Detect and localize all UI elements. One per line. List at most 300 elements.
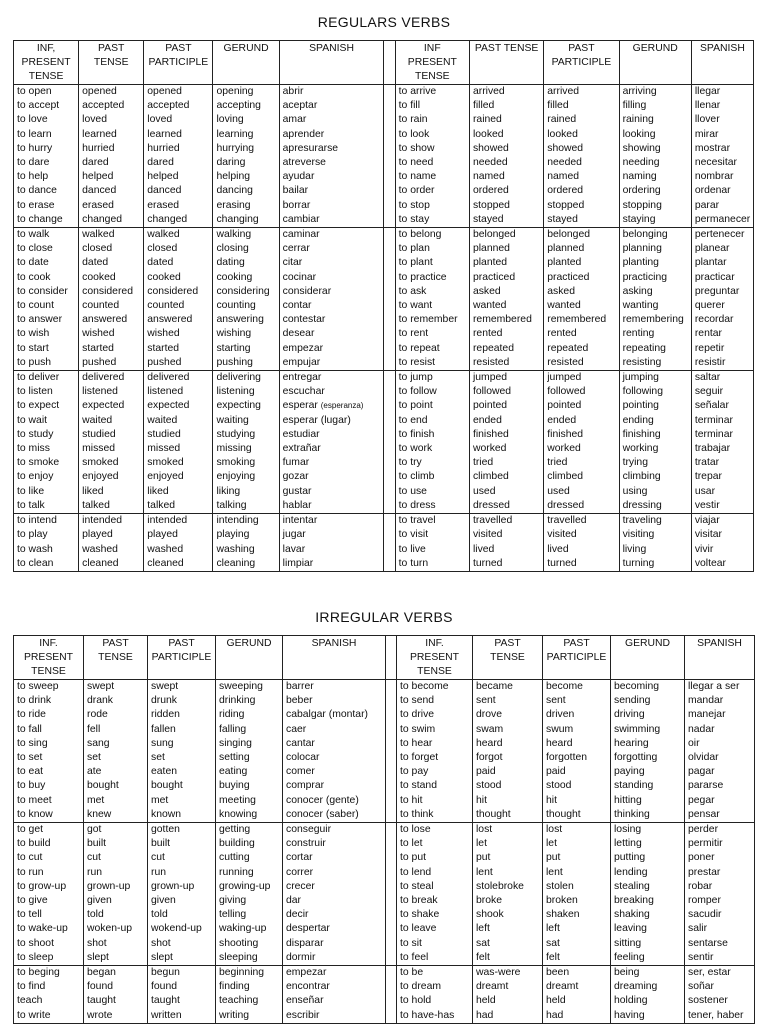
right-past-tense-cell: stolebroke <box>473 880 543 894</box>
right-past-tense-cell: drove <box>473 708 543 722</box>
left-spanish-cell: atreverse <box>279 156 384 170</box>
right-gerund-cell: ordering <box>619 184 691 198</box>
left-past-participle-cell: smoked <box>144 456 213 470</box>
right-gerund-cell: traveling <box>619 514 691 529</box>
left-gerund-cell: singing <box>216 737 283 751</box>
right-past-tense-cell: worked <box>469 442 543 456</box>
left-gerund-cell: teaching <box>216 994 283 1008</box>
right-past-tense-cell: remembered <box>469 313 543 327</box>
right-gerund-cell: stealing <box>611 880 685 894</box>
left-infinitive-cell: to sleep <box>14 951 84 966</box>
left-past-participle-cell: cut <box>148 851 216 865</box>
left-infinitive-cell: to learn <box>14 128 79 142</box>
left-infinitive-cell: to wait <box>14 414 79 428</box>
left-gerund-cell: cleaning <box>213 557 279 572</box>
right-spanish-cell: pagar <box>685 765 755 779</box>
right-spanish-cell: permitir <box>685 837 755 851</box>
left-gerund-cell: counting <box>213 299 279 313</box>
left-infinitive-cell: to sweep <box>14 680 84 695</box>
right-spanish-cell: necesitar <box>691 156 753 170</box>
left-infinitive-cell: to hurry <box>14 142 79 156</box>
left-gerund-cell: giving <box>216 894 283 908</box>
right-past-participle-cell: asked <box>544 285 619 299</box>
left-gerund-cell: listening <box>213 385 279 399</box>
verb-row <box>14 528 754 542</box>
left-past-participle-cell: counted <box>144 299 213 313</box>
left-past-tense-cell: taught <box>84 994 148 1008</box>
right-past-participle-cell: had <box>543 1009 611 1024</box>
verb-row <box>14 823 755 838</box>
column-gap <box>384 128 395 142</box>
right-infinitive-cell: to hold <box>397 994 473 1008</box>
column-gap <box>384 184 395 198</box>
verb-row <box>14 543 754 557</box>
left-past-participle-cell: answered <box>144 313 213 327</box>
right-past-tense-cell: lived <box>469 543 543 557</box>
left-past-participle-cell: erased <box>144 199 213 213</box>
right-past-participle-cell: showed <box>544 142 619 156</box>
right-past-participle-cell: held <box>543 994 611 1008</box>
right-spanish-cell: practicar <box>691 271 753 285</box>
header-right-past-tense: PAST TENSE <box>469 41 543 85</box>
left-past-tense-cell: counted <box>79 299 144 313</box>
left-infinitive-cell: to get <box>14 823 84 838</box>
right-gerund-cell: planting <box>619 256 691 270</box>
right-gerund-cell: renting <box>619 327 691 341</box>
left-gerund-cell: starting <box>213 342 279 356</box>
right-past-participle-cell: worked <box>544 442 619 456</box>
right-past-tense-cell: sent <box>473 694 543 708</box>
left-infinitive-cell: to accept <box>14 99 79 113</box>
right-past-participle-cell: followed <box>544 385 619 399</box>
left-gerund-cell: getting <box>216 823 283 838</box>
right-gerund-cell: visiting <box>619 528 691 542</box>
right-spanish-cell: resistir <box>691 356 753 371</box>
left-past-participle-cell: bought <box>148 779 216 793</box>
right-infinitive-cell: to arrive <box>395 85 469 100</box>
left-infinitive-cell: to play <box>14 528 79 542</box>
right-spanish-cell: sostener <box>685 994 755 1008</box>
right-gerund-cell: practicing <box>619 271 691 285</box>
right-infinitive-cell: to sit <box>397 937 473 951</box>
verb-row <box>14 922 755 936</box>
right-infinitive-cell: to plan <box>395 242 469 256</box>
right-past-participle-cell: stolen <box>543 880 611 894</box>
column-gap <box>386 880 397 894</box>
header-left-infinitive: INF. PRESENT TENSE <box>14 636 84 680</box>
column-gap <box>386 894 397 908</box>
left-past-participle-cell: delivered <box>144 371 213 386</box>
left-spanish-cell: limpiar <box>279 557 384 572</box>
right-past-participle-cell: stood <box>543 779 611 793</box>
right-spanish-cell: planear <box>691 242 753 256</box>
left-gerund-cell: finding <box>216 980 283 994</box>
verb-row <box>14 228 754 243</box>
right-infinitive-cell: to ask <box>395 285 469 299</box>
right-infinitive-cell: to become <box>397 680 473 695</box>
right-gerund-cell: standing <box>611 779 685 793</box>
left-spanish-cell: esperar (esperanza) <box>279 399 384 413</box>
left-infinitive-cell: to ride <box>14 708 84 722</box>
right-spanish-cell: romper <box>685 894 755 908</box>
left-infinitive-cell: to tell <box>14 908 84 922</box>
left-past-tense-cell: delivered <box>79 371 144 386</box>
left-past-tense-cell: rode <box>84 708 148 722</box>
left-past-participle-cell: ridden <box>148 708 216 722</box>
verb-row <box>14 514 754 529</box>
left-past-tense-cell: built <box>84 837 148 851</box>
left-past-participle-cell: wokend-up <box>148 922 216 936</box>
verb-row <box>14 1009 755 1024</box>
right-past-participle-cell: remembered <box>544 313 619 327</box>
left-spanish-cell: escribir <box>283 1009 386 1024</box>
left-past-participle-cell: considered <box>144 285 213 299</box>
right-infinitive-cell: to belong <box>395 228 469 243</box>
right-past-tense-cell: held <box>473 994 543 1008</box>
right-past-participle-cell: thought <box>543 808 611 823</box>
right-spanish-cell: plantar <box>691 256 753 270</box>
left-gerund-cell: studying <box>213 428 279 442</box>
left-spanish-cell: apresurarse <box>279 142 384 156</box>
right-infinitive-cell: to live <box>395 543 469 557</box>
verb-row <box>14 994 755 1008</box>
column-gap <box>384 313 395 327</box>
left-past-participle-cell: slept <box>148 951 216 966</box>
left-infinitive-cell: to cook <box>14 271 79 285</box>
right-spanish-cell: llegar <box>691 85 753 100</box>
right-past-tense-cell: stayed <box>469 213 543 228</box>
left-gerund-cell: liking <box>213 485 279 499</box>
left-gerund-cell: learning <box>213 128 279 142</box>
right-gerund-cell: sitting <box>611 937 685 951</box>
left-past-tense-cell: smoked <box>79 456 144 470</box>
column-gap <box>386 922 397 936</box>
right-past-tense-cell: tried <box>469 456 543 470</box>
right-spanish-cell: recordar <box>691 313 753 327</box>
right-gerund-cell: following <box>619 385 691 399</box>
left-spanish-cell: correr <box>283 866 386 880</box>
left-past-tense-cell: learned <box>79 128 144 142</box>
verb-row <box>14 170 754 184</box>
left-past-tense-cell: listened <box>79 385 144 399</box>
left-infinitive-cell: to set <box>14 751 84 765</box>
left-infinitive-cell: to beging <box>14 966 84 981</box>
right-gerund-cell: turning <box>619 557 691 572</box>
right-past-tense-cell: repeated <box>469 342 543 356</box>
right-past-tense-cell: heard <box>473 737 543 751</box>
left-infinitive-cell: to cut <box>14 851 84 865</box>
right-past-tense-cell: felt <box>473 951 543 966</box>
left-past-participle-cell: accepted <box>144 99 213 113</box>
right-gerund-cell: lending <box>611 866 685 880</box>
right-past-tense-cell: named <box>469 170 543 184</box>
right-past-participle-cell: resisted <box>544 356 619 371</box>
right-infinitive-cell: to resist <box>395 356 469 371</box>
column-gap <box>384 213 395 228</box>
right-past-tense-cell: filled <box>469 99 543 113</box>
left-spanish-cell: disparar <box>283 937 386 951</box>
column-gap <box>386 851 397 865</box>
left-gerund-cell: telling <box>216 908 283 922</box>
left-infinitive-cell: to eat <box>14 765 84 779</box>
right-past-tense-cell: thought <box>473 808 543 823</box>
column-gap <box>384 41 395 85</box>
left-gerund-cell: riding <box>216 708 283 722</box>
right-infinitive-cell: to stay <box>395 213 469 228</box>
header-left-infinitive: INF, PRESENT TENSE <box>14 41 79 85</box>
right-past-participle-cell: sat <box>543 937 611 951</box>
right-past-participle-cell: dreamt <box>543 980 611 994</box>
right-gerund-cell: thinking <box>611 808 685 823</box>
left-past-participle-cell: pushed <box>144 356 213 371</box>
left-past-participle-cell: dared <box>144 156 213 170</box>
right-past-tense-cell: lost <box>473 823 543 838</box>
right-infinitive-cell: to follow <box>395 385 469 399</box>
left-infinitive-cell: to help <box>14 170 79 184</box>
left-past-participle-cell: begun <box>148 966 216 981</box>
verb-row <box>14 980 755 994</box>
left-past-tense-cell: dated <box>79 256 144 270</box>
right-spanish-cell: mostrar <box>691 142 753 156</box>
left-past-tense-cell: drank <box>84 694 148 708</box>
left-past-tense-cell: cut <box>84 851 148 865</box>
column-gap <box>384 414 395 428</box>
verb-row <box>14 113 754 127</box>
column-gap <box>384 342 395 356</box>
column-gap <box>384 557 395 572</box>
left-spanish-cell: dar <box>283 894 386 908</box>
right-past-participle-cell: let <box>543 837 611 851</box>
left-past-participle-cell: waited <box>144 414 213 428</box>
right-past-tense-cell: rented <box>469 327 543 341</box>
left-past-tense-cell: erased <box>79 199 144 213</box>
verb-row <box>14 256 754 270</box>
left-gerund-cell: opening <box>213 85 279 100</box>
right-past-participle-cell: pointed <box>544 399 619 413</box>
left-infinitive-cell: to like <box>14 485 79 499</box>
right-gerund-cell: living <box>619 543 691 557</box>
right-past-participle-cell: used <box>544 485 619 499</box>
verb-row <box>14 966 755 981</box>
left-past-participle-cell: expected <box>144 399 213 413</box>
right-past-tense-cell: ended <box>469 414 543 428</box>
right-spanish-cell: querer <box>691 299 753 313</box>
left-past-participle-cell: told <box>148 908 216 922</box>
left-gerund-cell: buying <box>216 779 283 793</box>
right-spanish-cell: saltar <box>691 371 753 386</box>
left-past-participle-cell: known <box>148 808 216 823</box>
right-gerund-cell: trying <box>619 456 691 470</box>
right-past-participle-cell: practiced <box>544 271 619 285</box>
header-right-past-participle: PAST PARTICIPLE <box>544 41 619 85</box>
right-gerund-cell: wanting <box>619 299 691 313</box>
right-spanish-cell: nadar <box>685 723 755 737</box>
right-gerund-cell: staying <box>619 213 691 228</box>
left-past-participle-cell: helped <box>144 170 213 184</box>
left-spanish-cell: empezar <box>283 966 386 981</box>
left-past-tense-cell: cleaned <box>79 557 144 572</box>
right-gerund-cell: resisting <box>619 356 691 371</box>
right-gerund-cell: ending <box>619 414 691 428</box>
left-spanish-cell: encontrar <box>283 980 386 994</box>
right-spanish-cell: trabajar <box>691 442 753 456</box>
right-past-participle-cell: ordered <box>544 184 619 198</box>
right-past-tense-cell: showed <box>469 142 543 156</box>
right-gerund-cell: holding <box>611 994 685 1008</box>
right-infinitive-cell: to leave <box>397 922 473 936</box>
left-infinitive-cell: to grow-up <box>14 880 84 894</box>
verb-row <box>14 184 754 198</box>
header-left-past-tense: PAST TENSE <box>79 41 144 85</box>
left-past-participle-cell: written <box>148 1009 216 1024</box>
column-gap <box>384 442 395 456</box>
right-infinitive-cell: to remember <box>395 313 469 327</box>
right-past-tense-cell: sat <box>473 937 543 951</box>
right-past-participle-cell: repeated <box>544 342 619 356</box>
left-spanish-cell: decir <box>283 908 386 922</box>
left-infinitive-cell: to wash <box>14 543 79 557</box>
right-spanish-cell: prestar <box>685 866 755 880</box>
left-gerund-cell: sleeping <box>216 951 283 966</box>
right-past-tense-cell: let <box>473 837 543 851</box>
right-gerund-cell: belonging <box>619 228 691 243</box>
right-spanish-cell: perder <box>685 823 755 838</box>
right-gerund-cell: raining <box>619 113 691 127</box>
verb-row <box>14 680 755 695</box>
left-infinitive-cell: to start <box>14 342 79 356</box>
left-gerund-cell: setting <box>216 751 283 765</box>
left-infinitive-cell: to date <box>14 256 79 270</box>
verb-row <box>14 342 754 356</box>
left-gerund-cell: smoking <box>213 456 279 470</box>
left-infinitive-cell: to wish <box>14 327 79 341</box>
right-gerund-cell: breaking <box>611 894 685 908</box>
column-gap <box>384 299 395 313</box>
right-spanish-cell: permanecer <box>691 213 753 228</box>
right-spanish-cell: tener, haber <box>685 1009 755 1024</box>
right-past-participle-cell: forgotten <box>543 751 611 765</box>
left-spanish-cell: colocar <box>283 751 386 765</box>
right-infinitive-cell: to put <box>397 851 473 865</box>
right-gerund-cell: putting <box>611 851 685 865</box>
left-spanish-cell: empezar <box>279 342 384 356</box>
right-past-tense-cell: practiced <box>469 271 543 285</box>
left-past-tense-cell: began <box>84 966 148 981</box>
left-infinitive-cell: to count <box>14 299 79 313</box>
right-past-tense-cell: had <box>473 1009 543 1024</box>
left-infinitive-cell: to give <box>14 894 84 908</box>
right-gerund-cell: needing <box>619 156 691 170</box>
left-spanish-cell: entregar <box>279 371 384 386</box>
left-infinitive-cell: to talk <box>14 499 79 514</box>
left-past-participle-cell: fallen <box>148 723 216 737</box>
left-past-participle-cell: dated <box>144 256 213 270</box>
right-infinitive-cell: to show <box>395 142 469 156</box>
right-infinitive-cell: to stand <box>397 779 473 793</box>
right-past-participle-cell: jumped <box>544 371 619 386</box>
right-past-participle-cell: tried <box>544 456 619 470</box>
irregular-verbs-title: IRREGULAR VERBS <box>315 609 453 625</box>
left-past-tense-cell: ate <box>84 765 148 779</box>
right-infinitive-cell: to fill <box>395 99 469 113</box>
right-infinitive-cell: to be <box>397 966 473 981</box>
left-gerund-cell: erasing <box>213 199 279 213</box>
left-infinitive-cell: to clean <box>14 557 79 572</box>
left-infinitive-cell: to deliver <box>14 371 79 386</box>
right-gerund-cell: hearing <box>611 737 685 751</box>
left-spanish-cell: jugar <box>279 528 384 542</box>
left-past-tense-cell: played <box>79 528 144 542</box>
right-past-participle-cell: heard <box>543 737 611 751</box>
column-gap <box>386 908 397 922</box>
left-infinitive-cell: to open <box>14 85 79 100</box>
left-infinitive-cell: to write <box>14 1009 84 1024</box>
right-spanish-cell: sacudir <box>685 908 755 922</box>
left-past-participle-cell: hurried <box>144 142 213 156</box>
left-infinitive-cell: to answer <box>14 313 79 327</box>
right-infinitive-cell: to break <box>397 894 473 908</box>
right-spanish-cell: mandar <box>685 694 755 708</box>
verb-row <box>14 894 755 908</box>
left-past-tense-cell: walked <box>79 228 144 243</box>
left-spanish-cell: gustar <box>279 485 384 499</box>
right-spanish-cell: pararse <box>685 779 755 793</box>
right-past-tense-cell: dreamt <box>473 980 543 994</box>
header-right-gerund: GERUND <box>611 636 685 680</box>
header-left-past-participle: PAST PARTICIPLE <box>148 636 216 680</box>
left-infinitive-cell: to push <box>14 356 79 371</box>
verb-row <box>14 299 754 313</box>
column-gap <box>386 694 397 708</box>
left-past-participle-cell: started <box>144 342 213 356</box>
right-infinitive-cell: to feel <box>397 951 473 966</box>
left-infinitive-cell: to listen <box>14 385 79 399</box>
left-infinitive-cell: to meet <box>14 794 84 808</box>
verb-row <box>14 428 754 442</box>
right-past-tense-cell: travelled <box>469 514 543 529</box>
right-spanish-cell: vivir <box>691 543 753 557</box>
left-gerund-cell: washing <box>213 543 279 557</box>
column-gap <box>384 156 395 170</box>
left-past-tense-cell: hurried <box>79 142 144 156</box>
right-infinitive-cell: to let <box>397 837 473 851</box>
verb-row <box>14 414 754 428</box>
left-spanish-cell: bailar <box>279 184 384 198</box>
right-infinitive-cell: to lose <box>397 823 473 838</box>
verb-row <box>14 142 754 156</box>
left-gerund-cell: meeting <box>216 794 283 808</box>
right-infinitive-cell: to turn <box>395 557 469 572</box>
left-infinitive-cell: to know <box>14 808 84 823</box>
column-gap <box>384 385 395 399</box>
left-spanish-cell: amar <box>279 113 384 127</box>
right-past-tense-cell: used <box>469 485 543 499</box>
right-past-tense-cell: stood <box>473 779 543 793</box>
verb-row <box>14 199 754 213</box>
left-gerund-cell: expecting <box>213 399 279 413</box>
left-gerund-cell: helping <box>213 170 279 184</box>
right-past-tense-cell: planted <box>469 256 543 270</box>
right-past-participle-cell: sent <box>543 694 611 708</box>
column-gap <box>386 980 397 994</box>
left-past-tense-cell: cooked <box>79 271 144 285</box>
left-gerund-cell: loving <box>213 113 279 127</box>
right-spanish-cell: oir <box>685 737 755 751</box>
verb-row <box>14 371 754 386</box>
right-gerund-cell: dressing <box>619 499 691 514</box>
left-spanish-cell: cortar <box>283 851 386 865</box>
left-past-tense-cell: wished <box>79 327 144 341</box>
